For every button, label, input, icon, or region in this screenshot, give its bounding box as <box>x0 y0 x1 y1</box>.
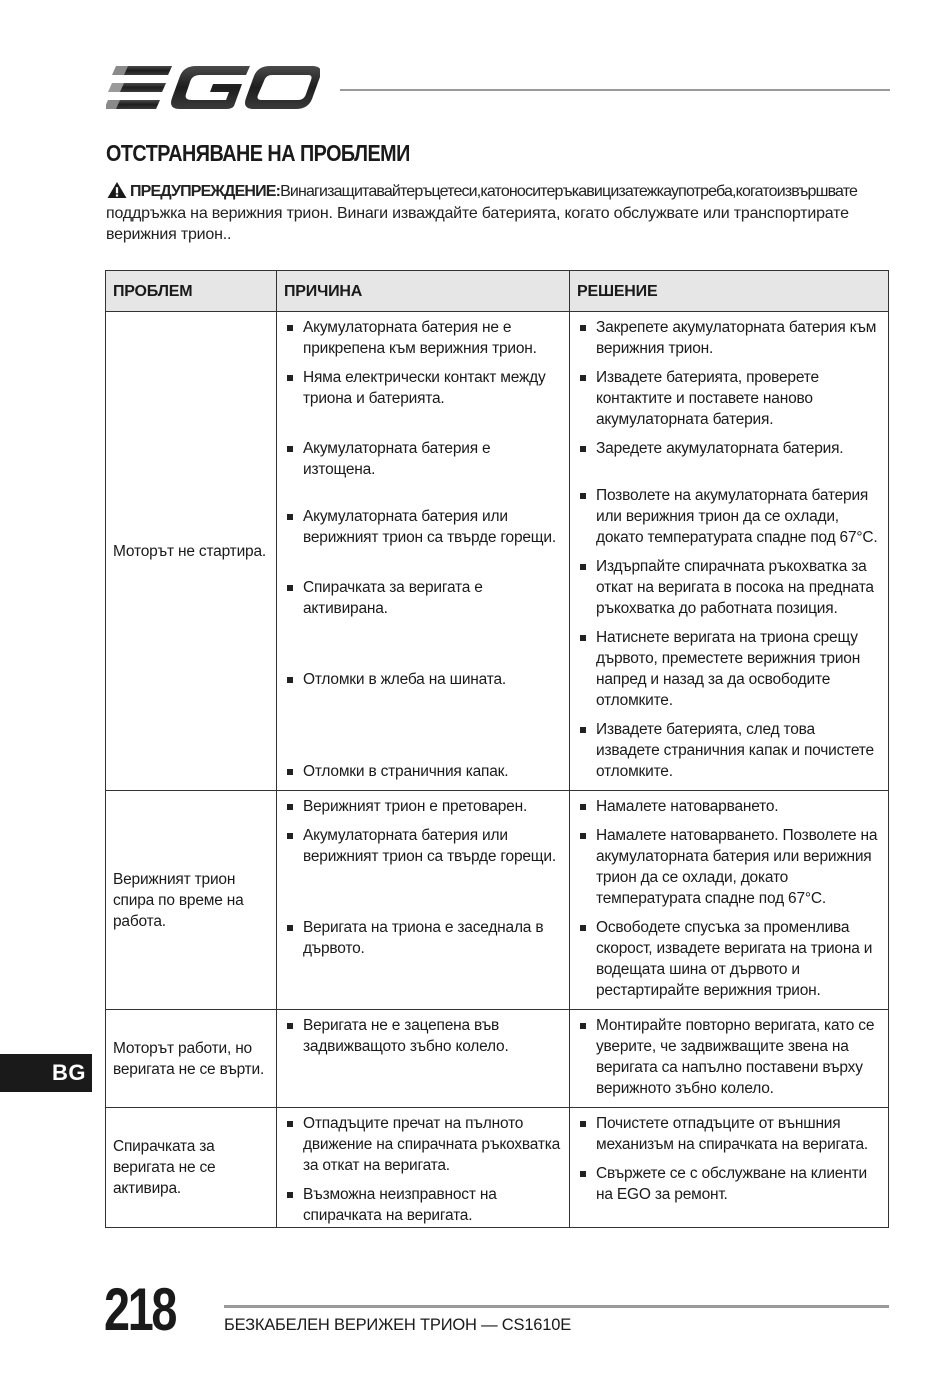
solution-item: Позволете на акумулаторната батерия или верижния трион да се охлади, докато температурата спадне под 67°C. <box>578 485 882 548</box>
cause-cell <box>277 1010 570 1108</box>
solution-item: Освободете спусъка за променлива скорост, извадете веригата на триона и водещата шина от дървото и рестартирайте верижния трион. <box>578 917 882 1001</box>
cause-item: Отпадъците пречат на пълното движение на спирачната ръкохватка за откат на веригата. <box>285 1113 563 1176</box>
header-cause: ПРИЧИНА <box>277 271 570 312</box>
warning-text-1: Винагизащитавайтеръцетеси,катоноситеръкавицизатежкаупотреба,когатоизвършвате <box>280 183 858 200</box>
cause-item: Верижният трион е претоварен. <box>285 796 563 817</box>
troubleshooting-table <box>105 270 889 1228</box>
cause-item: Отломки в жлеба на шината. <box>285 669 563 690</box>
cause-item: Веригата на триона е заседнала в дървото. <box>285 917 563 959</box>
solution-cell <box>570 1010 889 1108</box>
cause-cell <box>277 1108 570 1228</box>
cause-item: Възможна неизправност на спирачката на веригата. <box>285 1184 563 1226</box>
cause-item: Няма електрически контакт между триона и батерията. <box>285 367 563 409</box>
problem-cell: Спирачката за веригата не се активира. <box>106 1108 277 1228</box>
problem-cell: Моторът работи, но веригата не се върти. <box>106 1010 277 1108</box>
warning-line-2: поддръжка на верижния трион. Винаги изваждайте батерията, когато обслужвате или транспортирате <box>106 204 849 222</box>
table-row <box>106 1108 889 1228</box>
warning-line-3: верижния трион.. <box>106 226 232 243</box>
solution-cell <box>570 312 889 791</box>
solution-item: Намалете натоварването. <box>578 796 882 817</box>
solution-item: Заредете акумулаторната батерия. <box>578 438 882 459</box>
table-row <box>106 1010 889 1108</box>
cause-cell <box>277 312 570 791</box>
header-problem: ПРОБЛЕМ <box>106 271 277 312</box>
cause-item: Акумулаторната батерия не е прикрепена към верижния трион. <box>285 317 563 359</box>
header-rule <box>340 89 890 91</box>
page-number: 218 <box>104 1276 176 1343</box>
warning-label: ПРЕДУПРЕЖДЕНИЕ: <box>130 183 281 200</box>
ego-logo <box>106 62 320 114</box>
solution-item: Натиснете веригата на триона срещу дървото, преместете верижния трион напред и назад за да освободите отломките. <box>578 627 882 711</box>
header-solution: РЕШЕНИЕ <box>570 271 889 312</box>
solution-cell <box>570 1108 889 1228</box>
warning-block <box>106 181 896 246</box>
problem-cell: Моторът не стартира. <box>106 312 277 791</box>
table-row <box>106 312 889 791</box>
solution-item: Свържете се с обслужване на клиенти на EGO за ремонт. <box>578 1163 882 1205</box>
footer-rule <box>224 1305 889 1308</box>
warning-triangle-icon <box>106 181 128 199</box>
cause-item: Акумулаторната батерия е изтощена. <box>285 438 563 480</box>
cause-item: Спирачката за веригата е активирана. <box>285 577 563 619</box>
table-header-row <box>106 271 889 312</box>
cause-item: Акумулаторната батерия или верижният трион са твърде горещи. <box>285 506 563 548</box>
cause-item: Отломки в страничния капак. <box>285 761 563 782</box>
table-row <box>106 791 889 1010</box>
solution-item: Закрепете акумулаторната батерия към верижния трион. <box>578 317 882 359</box>
warning-line-1 <box>106 183 857 200</box>
language-tab: BG <box>0 1054 92 1092</box>
solution-item: Намалете натоварването. Позволете на акумулаторната батерия или верижния трион да се охлади, докато температурата спадне под 67°C. <box>578 825 882 909</box>
solution-item: Почистете отпадъците от външния механизъм на спирачката на веригата. <box>578 1113 882 1155</box>
cause-cell <box>277 791 570 1010</box>
solution-item: Извадете батерията, след това извадете страничния капак и почистете отломките. <box>578 719 882 782</box>
solution-cell <box>570 791 889 1010</box>
solution-item: Издърпайте спирачната ръкохватка за откат на веригата в посока на предната ръкохватка до работната позиция. <box>578 556 882 619</box>
footer-product-name: БЕЗКАБЕЛЕН ВЕРИЖЕН ТРИОН — CS1610E <box>224 1316 572 1334</box>
solution-item: Извадете батерията, проверете контактите и поставете наново акумулаторната батерия. <box>578 367 882 430</box>
solution-item: Монтирайте повторно веригата, като се уверите, че задвижващите звена на веригата са напълно поставени върху верижното зъбно колело. <box>578 1015 882 1099</box>
page-title: ОТСТРАНЯВАНЕ НА ПРОБЛЕМИ <box>106 140 410 166</box>
cause-item: Веригата не е зацепена във задвижващото зъбно колело. <box>285 1015 563 1057</box>
cause-item: Акумулаторната батерия или верижният трион са твърде горещи. <box>285 825 563 867</box>
problem-cell: Верижният трион спира по време на работа. <box>106 791 277 1010</box>
